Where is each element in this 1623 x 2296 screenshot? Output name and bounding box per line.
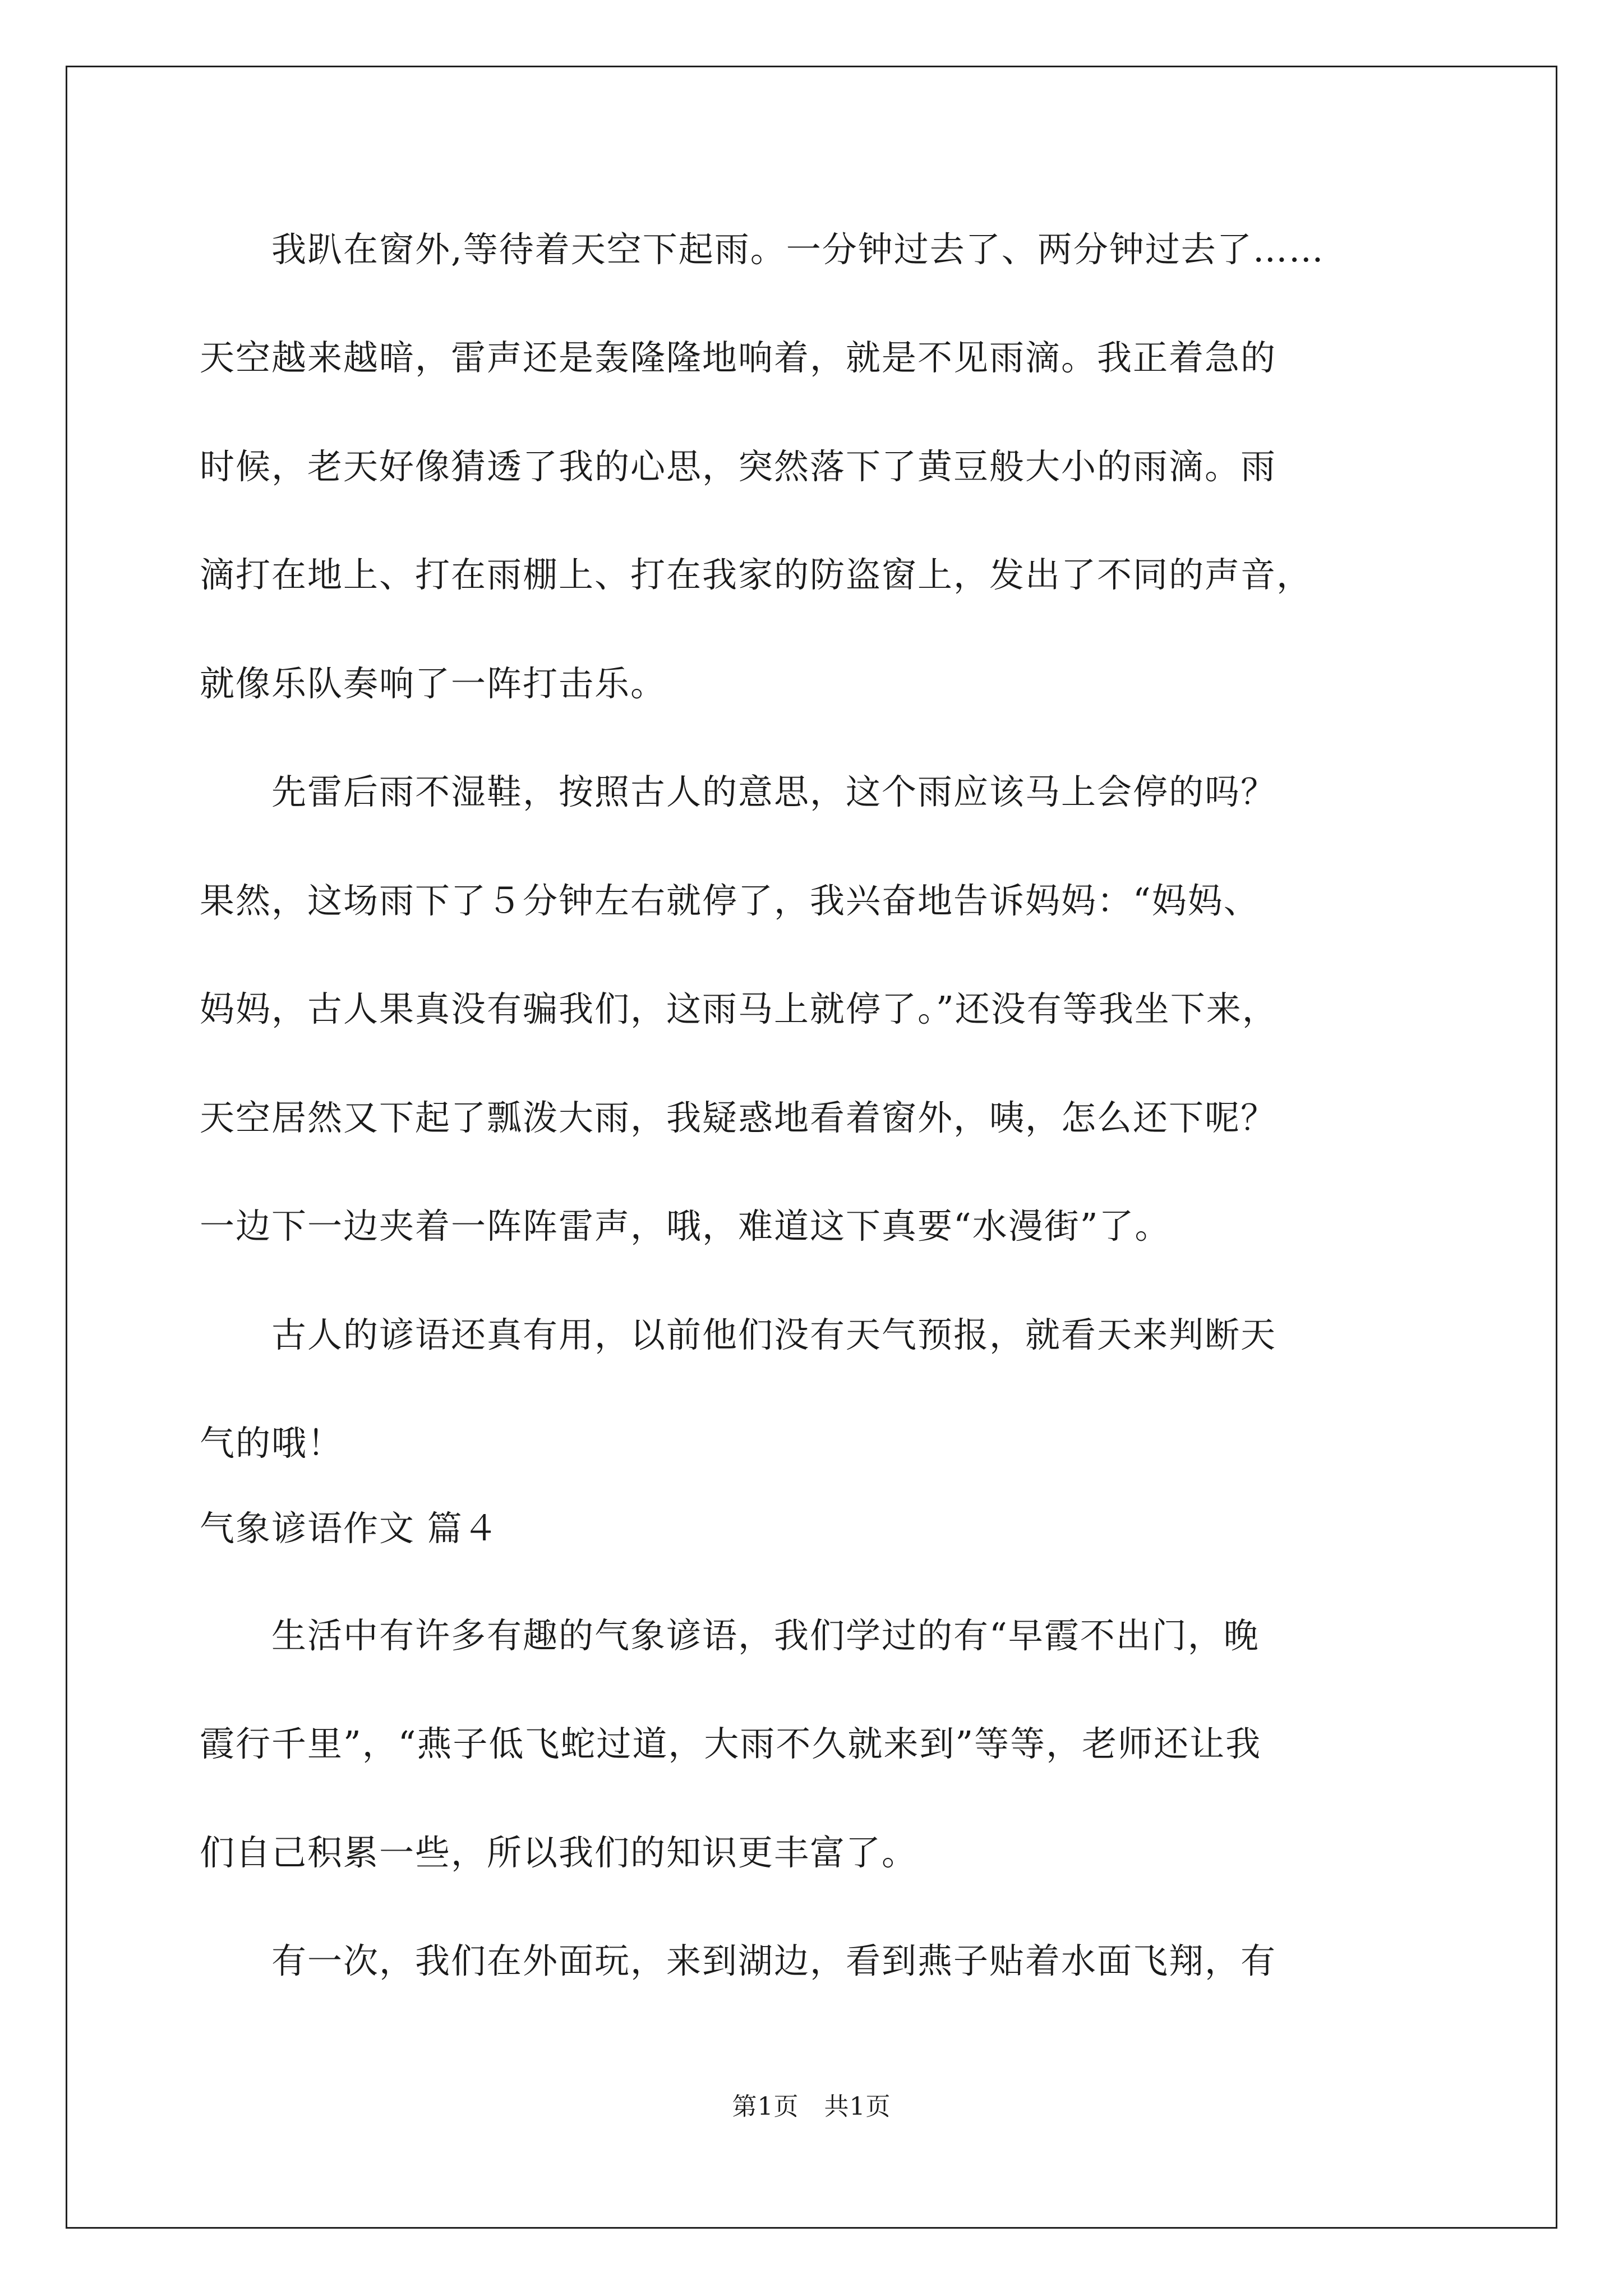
page-footer: 第1页 共1页 [732, 2092, 891, 2121]
text-line: 妈妈，古人果真没有骗我们，这雨马上就停了。”还没有等我坐下来， [200, 988, 1278, 1029]
text-line: 古人的谚语还真有用，以前他们没有天气预报，就看天来判断天 [200, 1314, 1277, 1355]
text-line: 霞行千里”，“燕子低飞蛇过道，大雨不久就来到”等等，老师还让我 [200, 1723, 1262, 1764]
text-line: 滴打在地上、打在雨棚上、打在我家的防盗窗上，发出了不同的声音， [200, 554, 1313, 595]
page-border [66, 66, 1557, 2229]
text-line: 果然，这场雨下了５分钟左右就停了，我兴奋地告诉妈妈：“妈妈、 [200, 880, 1260, 921]
text-line: 一边下一边夹着一阵阵雷声，哦，难道这下真要“水漫街”了。 [200, 1205, 1171, 1246]
text-line: 们自己积累一些，所以我们的知识更丰富了。 [200, 1832, 918, 1873]
text-line: 天空居然又下起了瓢泼大雨，我疑惑地看着窗外，咦，怎么还下呢？ [200, 1097, 1277, 1138]
text-line: 天空越来越暗，雷声还是轰隆隆地响着，就是不见雨滴。我正着急的 [200, 337, 1277, 378]
text-line: 生活中有许多有趣的气象谚语，我们学过的有“早霞不出门，晚 [200, 1615, 1260, 1656]
text-line: 有一次，我们在外面玩，来到湖边，看到燕子贴着水面飞翔，有 [200, 1940, 1277, 1981]
text-line: 先雷后雨不湿鞋，按照古人的意思，这个雨应该马上会停的吗？ [200, 771, 1277, 812]
text-line: 我趴在窗外,等待着天空下起雨。一分钟过去了、两分钟过去了…… [200, 229, 1325, 270]
text-line: 时候，老天好像猜透了我的心思，突然落下了黄豆般大小的雨滴。雨 [200, 446, 1277, 487]
text-line: 就像乐队奏响了一阵打击乐。 [200, 663, 667, 704]
section-heading: 气象谚语作文 篇４ [200, 1508, 499, 1549]
text-line: 气的哦！ [200, 1423, 344, 1464]
